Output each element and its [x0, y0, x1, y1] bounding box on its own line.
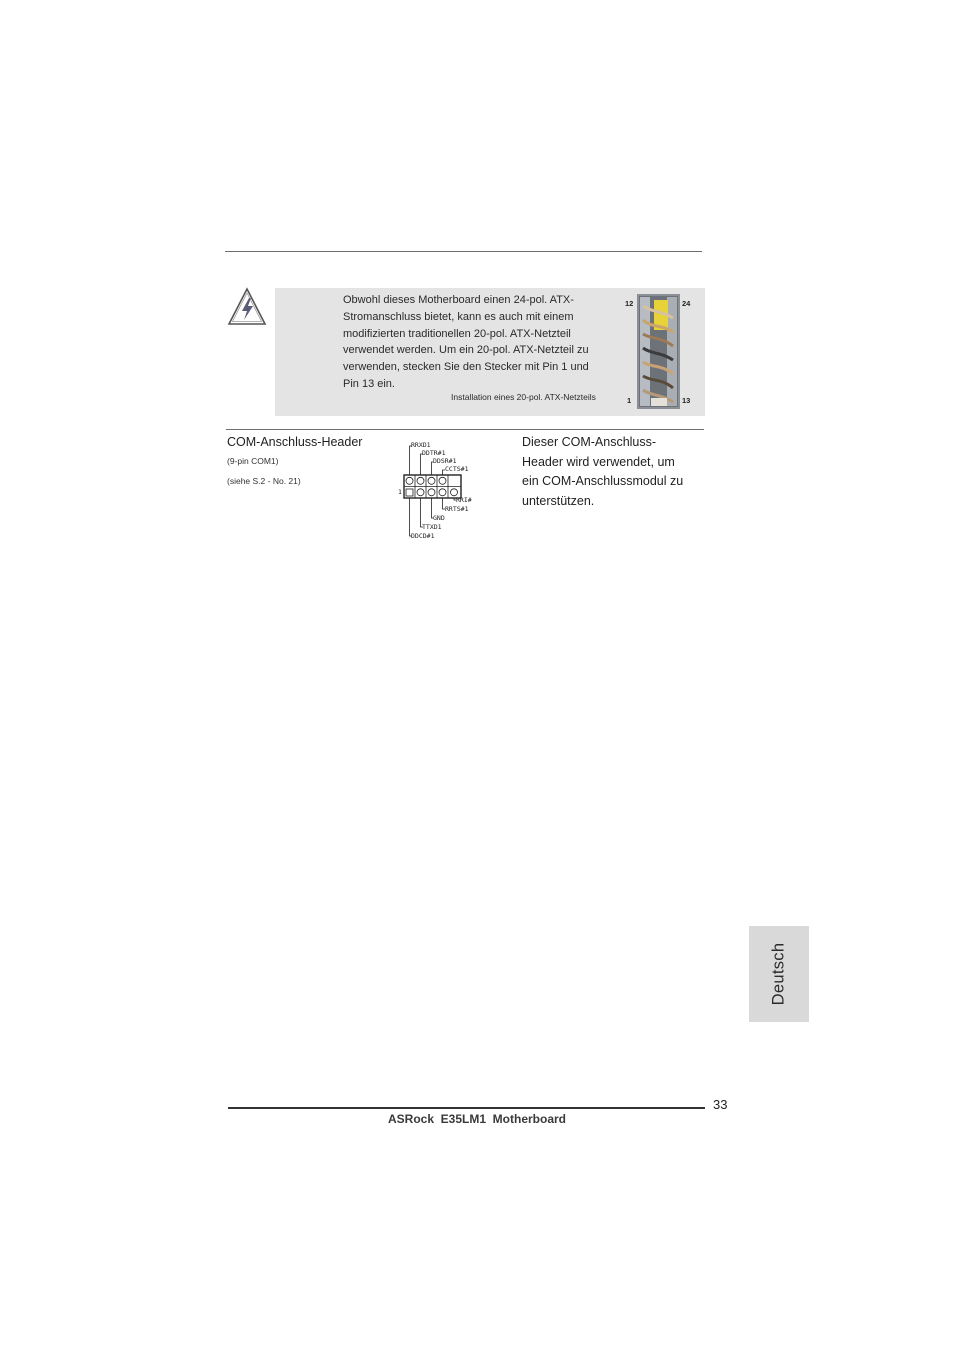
- pin-label-ddcd1: DDCD#1: [411, 532, 435, 540]
- pin-one-label: 1: [398, 488, 402, 496]
- pin-label-rri: RRI#: [456, 496, 472, 504]
- description-line: Header wird verwendet, um: [522, 454, 675, 469]
- language-tab-label: Deutsch: [769, 942, 788, 1006]
- language-tab: [749, 926, 809, 1022]
- com-header-reference: (siehe S.2 - No. 21): [227, 476, 301, 486]
- pin-label-rrts1: RRTS#1: [445, 505, 469, 513]
- note-line: verwendet werden. Um ein 20-pol. ATX-Netzteil zu: [343, 344, 589, 357]
- pin-label-ccts1: CCTS#1: [445, 465, 469, 473]
- note-line: Obwohl dieses Motherboard einen 24-pol. ATX-: [343, 294, 574, 306]
- warning-triangle-icon: [226, 286, 268, 328]
- warning-note-text: [343, 292, 613, 393]
- pin-label-rrxd1: RRXD1: [411, 441, 431, 449]
- com-header-pin-count: (9-pin COM1): [227, 456, 279, 466]
- pin-label-24: 24: [682, 299, 691, 308]
- footer-rule: [228, 1107, 705, 1109]
- com-header-title: COM-Anschluss-Header: [227, 435, 363, 449]
- description-line: unterstützen.: [522, 493, 595, 508]
- pin-label-1: 1: [627, 396, 632, 405]
- pin-label-ddtr1: DDTR#1: [422, 449, 446, 457]
- atx-connector-photo: [637, 294, 680, 409]
- pin-label-ddsr1: DDSR#1: [433, 457, 457, 465]
- pin-label-13: 13: [682, 396, 691, 405]
- page-number: 33: [713, 1097, 728, 1112]
- top-rule: [225, 251, 702, 252]
- atx-photo-caption: Installation eines 20-pol. ATX-Netzteils: [451, 392, 596, 402]
- note-line: Stromanschluss bietet, kann es auch mit einem: [343, 310, 574, 323]
- com-header-description: [522, 433, 707, 511]
- note-line: verwenden, stecken Sie den Stecker mit Pin 1 und: [343, 361, 589, 374]
- section-divider: [226, 429, 704, 430]
- pin-label-12: 12: [625, 299, 634, 308]
- pin-label-ttxd1: TTXD1: [422, 523, 442, 531]
- note-line: Pin 13 ein.: [343, 377, 395, 390]
- pin-label-gnd: GND: [433, 514, 445, 522]
- note-line: modifizierten traditionellen 20-pol. ATX-Netzteil: [343, 327, 571, 340]
- description-line: Dieser COM-Anschluss-: [522, 435, 657, 449]
- description-line: ein COM-Anschlussmodul zu: [522, 474, 684, 488]
- footer-product-name: ASRock E35LM1 Motherboard: [387, 1112, 567, 1126]
